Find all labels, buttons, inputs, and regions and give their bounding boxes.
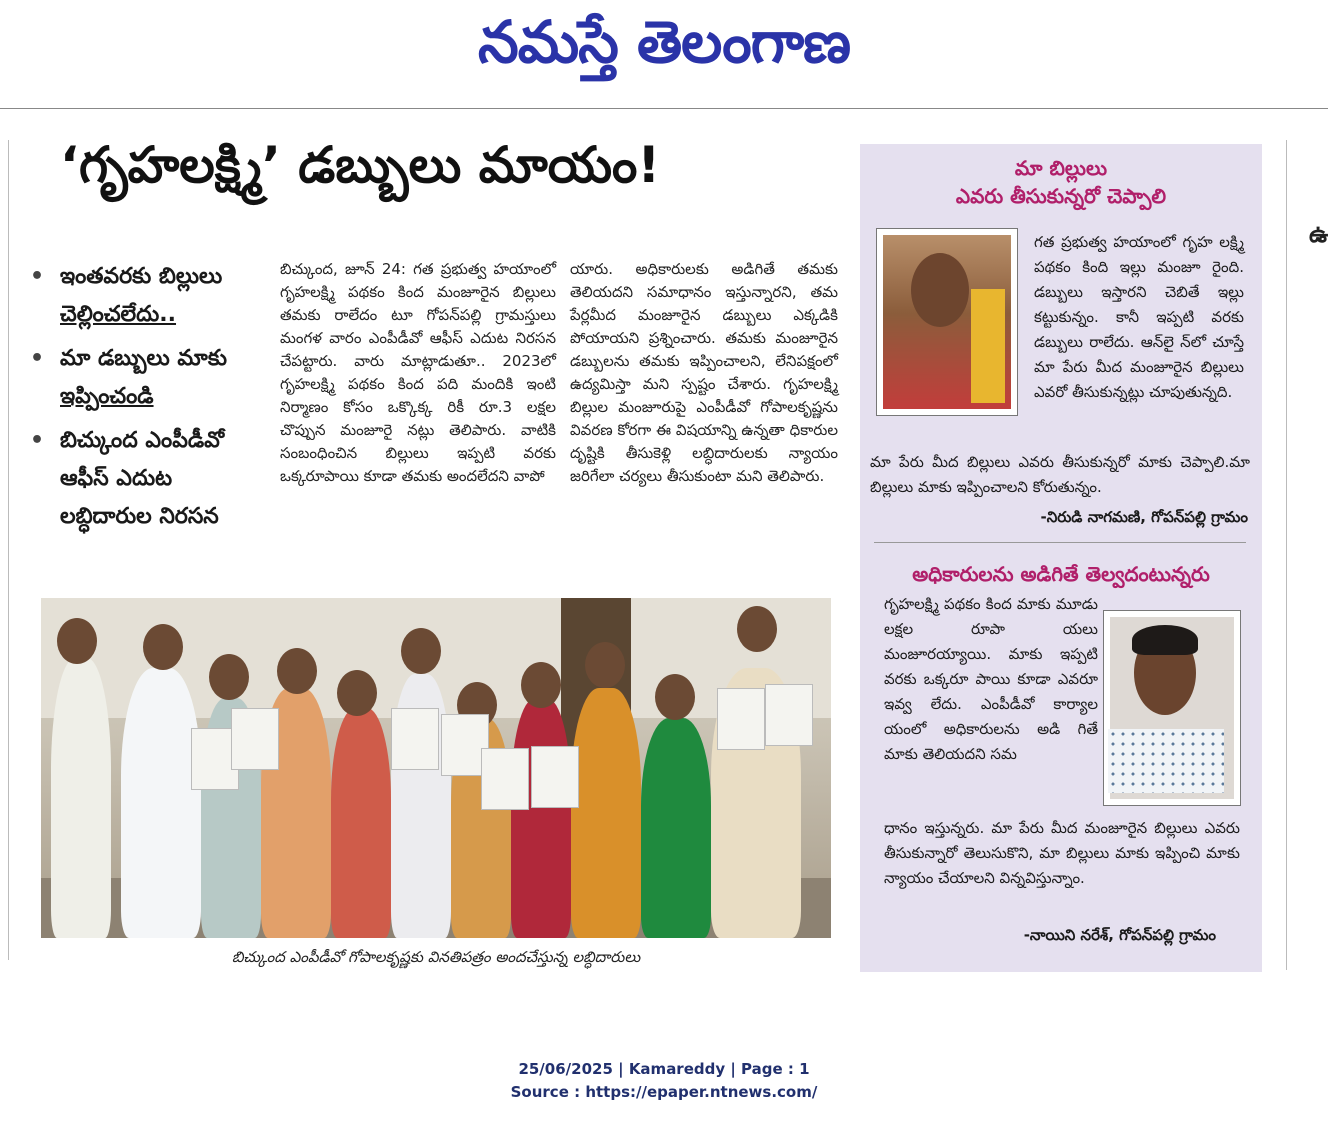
- footer-edition-info: 25/06/2025 | Kamareddy | Page : 1: [518, 1060, 810, 1078]
- adjacent-headline-fragment: ఉ: [1309, 220, 1328, 248]
- portrait-face: [911, 253, 969, 327]
- photo-person-head: [401, 628, 441, 674]
- photo-document: [717, 688, 765, 750]
- photo-person-head: [521, 662, 561, 708]
- article-body-column-2: యారు. అధికారులకు అడిగితే తమకు తెలియదని సమాధానం ఇస్తున్నారని, తమ పేర్లమీద మంజూరైన డబ్బులు ఎక్కడికి పోయాయని ప్రశ్నించారు. తమకు మంజూరైన డబ్బులను తమకు ఇప్పించాలని, లేనిపక్షంలో ఉద్యమిస్తా మని స్పష్టం చేశారు. గృహలక్ష్మి బిల్లుల మంజూరుపై ఎంపీడీవో గోపాలకృష్ణను వివరణ కోరగా ఈ విషయాన్ని ఉన్నతా ధికారుల దృష్టికి తీసుకెళ్లి లబ్ధిదారులకు న్యాయం జరిగేలా చర్యలు తీసుకుంటా మని తెలిపారు.: [570, 260, 838, 485]
- news-photo: [41, 598, 831, 938]
- adjacent-article-edge: [1286, 140, 1328, 970]
- bullet-item: [30, 258, 262, 334]
- photo-person-head: [737, 606, 777, 652]
- portrait-hair: [1132, 625, 1198, 655]
- photo-person-head: [585, 642, 625, 688]
- sidebar-title: [860, 154, 1262, 210]
- photo-person: [571, 688, 641, 938]
- sidebar-title-line: ఎవరు తీసుకున్నరో చెప్పాలి: [955, 184, 1167, 208]
- left-margin-line: [8, 140, 9, 960]
- photo-person: [641, 718, 711, 938]
- photo-document: [531, 746, 579, 808]
- photo-person: [331, 708, 391, 938]
- photo-document: [391, 708, 439, 770]
- bullet-item: [30, 340, 262, 416]
- photo-person: [51, 658, 111, 938]
- photo-person-head: [655, 674, 695, 720]
- photo-person: [511, 698, 571, 938]
- portrait-photo-woman: [876, 228, 1018, 416]
- masthead: [0, 0, 1328, 108]
- bullet-item: [30, 422, 262, 536]
- bullet-text: మా డబ్బులు మాకు: [60, 346, 228, 371]
- portrait-shirt: [1108, 729, 1224, 793]
- photo-caption: బిచ్కుంద ఎంపీడీవో గోపాలకృష్ణకు వినతిపత్రం అందచేస్తున్న లబ్ధిదారులు: [231, 948, 641, 966]
- footer-source-link[interactable]: Source : https://epaper.ntnews.com/: [510, 1083, 818, 1101]
- masthead-divider: [0, 108, 1328, 109]
- quote-attribution: -నిరుడి నాగమణి, గోపన్‌పల్లి గ్రామం: [1040, 508, 1248, 526]
- quote-text: ధానం ఇస్తున్నరు. మా పేరు మీద మంజూరైన బిల్లులు ఎవరు తీసుకున్నారో తెలుసుకొని, మా బిల్లులు మాకు ఇప్పించి మాకు న్యాయం చేయాలని విన్నవిస్తున్నాం.: [884, 819, 1240, 887]
- photo-document: [231, 708, 279, 770]
- bullet-text: చెల్లించలేదు..: [60, 302, 177, 327]
- portrait-photo-man: [1103, 610, 1241, 806]
- page-footer: [0, 1058, 1328, 1104]
- photo-person-head: [143, 624, 183, 670]
- photo-person-head: [57, 618, 97, 664]
- photo-person-head: [337, 670, 377, 716]
- bullet-text: ఇంతవరకు బిల్లులు: [60, 264, 223, 289]
- article-body-column-1: బిచ్కుంద, జూన్ 24: గత ప్రభుత్వ హయాంలో గృహలక్ష్మి పథకం కింద మంజూరైన బిల్లులు తమకు రాలేదం టూ గోపన్‌పల్లి గ్రామస్తులు మంగళ వారం ఎంపీడీవో ఆఫీస్ ఎదుట నిరసన చేపట్టారు. వారు మాట్లాడుతూ.. 2023లో గృహలక్ష్మి పథకం కింద పది మందికి ఇంటి నిర్మాణం కోసం ఒక్కొక్క రికీ రూ.3 లక్షల చొప్పున మంజూరై నట్లు తెలిపారు. వాటికి సంబంధించిన బిల్లులు ఇప్పటి వరకు ఒక్కరూపాయి కూడా తమకు అందలేదని వాపో: [280, 260, 556, 485]
- bullet-text: ఇప్పించండి: [60, 384, 154, 409]
- highlight-bullets: [30, 258, 262, 542]
- sidebar-divider: [874, 542, 1246, 543]
- bullet-text: బిచ్కుంద ఎంపీడీవో ఆఫీస్ ఎదుట లబ్ధిదారుల నిరసన: [60, 428, 225, 529]
- newspaper-logo: నమస్తే తెలంగాణ: [478, 8, 850, 76]
- sidebar-subheading: అధికారులను అడిగితే తెల్వదంటున్నరు: [912, 562, 1210, 586]
- quote-text: మా పేరు మీద బిల్లులు ఎవరు తీసుకున్నరో మాకు చెప్పాలి.మా బిల్లులు మాకు ఇప్పించాలని కోరుతున్నం.: [870, 453, 1250, 496]
- sidebar-title-line: మా బిల్లులు: [1014, 156, 1108, 180]
- photo-person: [121, 668, 201, 938]
- quote-text: గత ప్రభుత్వ హయాంలో గృహ లక్ష్మి పథకం కింది ఇల్లు మంజూ రైంది. డబ్బులు ఇస్తారని చెబితే ఇల్లు కట్టుకున్నం. కానీ ఇప్పటి వరకు డబ్బులు రాలేదు. ఆన్‌లై న్‌లో చూస్తే మా పేరు మీద మంజూరైన బిల్లులు ఎవరో తీసుకున్నట్లు చూపుతున్నది.: [1034, 233, 1244, 401]
- quote-attribution: -నాయిని నరేశ్, గోపన్‌పల్లి గ్రామం: [1023, 926, 1216, 944]
- quote-sidebar: [860, 144, 1262, 972]
- photo-document: [481, 748, 529, 810]
- photo-person-head: [209, 654, 249, 700]
- quote-text: గృహలక్ష్మి పథకం కింద మాకు మూడు లక్షల రూపా యలు మంజూరయ్యాయి. మాకు ఇప్పటి వరకు ఒక్కరూ పాయి కూడా ఎవరూ ఇవ్వ లేదు. ఎంపీడీవో కార్యాల యంలో అధికారులను అడి గితే మాకు తెలియదని సమ: [884, 595, 1098, 763]
- photo-person-head: [277, 648, 317, 694]
- article-headline: ‘గృహలక్ష్మి’ డబ్బులు మాయం!: [60, 136, 661, 194]
- portrait-saree: [971, 289, 1005, 403]
- photo-document: [765, 684, 813, 746]
